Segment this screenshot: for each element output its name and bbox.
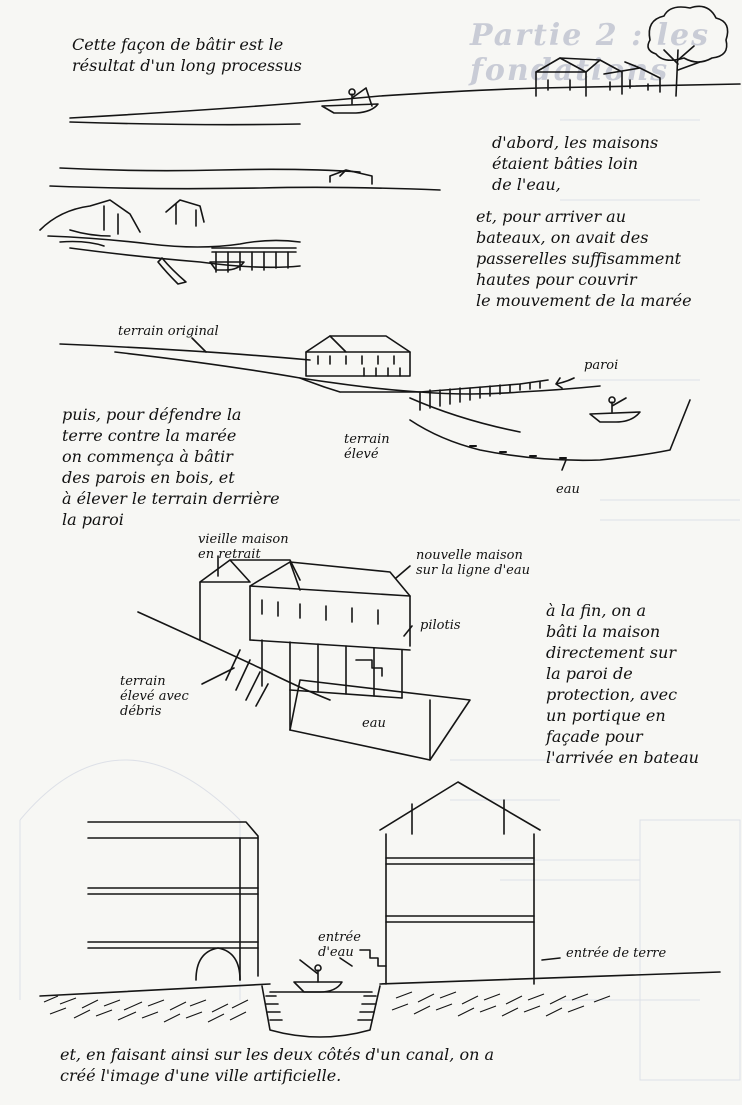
background-page-title: Partie 2 : les fondations — [470, 18, 710, 88]
label-paroi: paroi — [584, 358, 619, 373]
label-terrain-eleve: terrain élevé — [344, 432, 390, 462]
panel-passerelles — [40, 168, 440, 284]
note-step1: d'abord, les maisons étaient bâties loin de l'eau, — [492, 133, 659, 194]
note-step3: puis, pour défendre la terre contre la marée on commença à bâtir des parois en bois, et à élever le terrain derrière la paroi — [62, 405, 280, 529]
label-eau-2: eau — [362, 716, 386, 731]
ground-hatching — [44, 992, 610, 1022]
label-entree-eau: entrée d'eau — [318, 930, 361, 960]
note-step2: et, pour arriver au bateaux, on avait des passerelles suffisamment hautes pour couvrir le mouvement de la marée — [476, 207, 692, 310]
note-conclusion: et, en faisant ainsi sur les deux côtés d'un canal, on a créé l'image d'une ville artificielle. — [60, 1045, 495, 1085]
label-terrain-original: terrain original — [118, 324, 219, 339]
note-step4: à la fin, on a bâti la maison directement sur la paroi de protection, avec un portique en façade pour l'arrivée en bateau — [546, 601, 699, 767]
label-eau-1: eau — [556, 482, 580, 497]
label-terrain-debris: terrain élevé avec débris — [120, 674, 189, 719]
label-vieille-maison: vieille maison en retrait — [198, 532, 289, 562]
panel-maison-pilotis — [138, 556, 470, 760]
label-nouvelle-maison: nouvelle maison sur la ligne d'eau — [416, 548, 530, 578]
label-entree-terre: entrée de terre — [566, 946, 667, 961]
label-pilotis: pilotis — [420, 618, 461, 633]
panel-canal — [40, 782, 720, 1037]
note-intro: Cette façon de bâtir est le résultat d'un long processus — [72, 35, 302, 75]
